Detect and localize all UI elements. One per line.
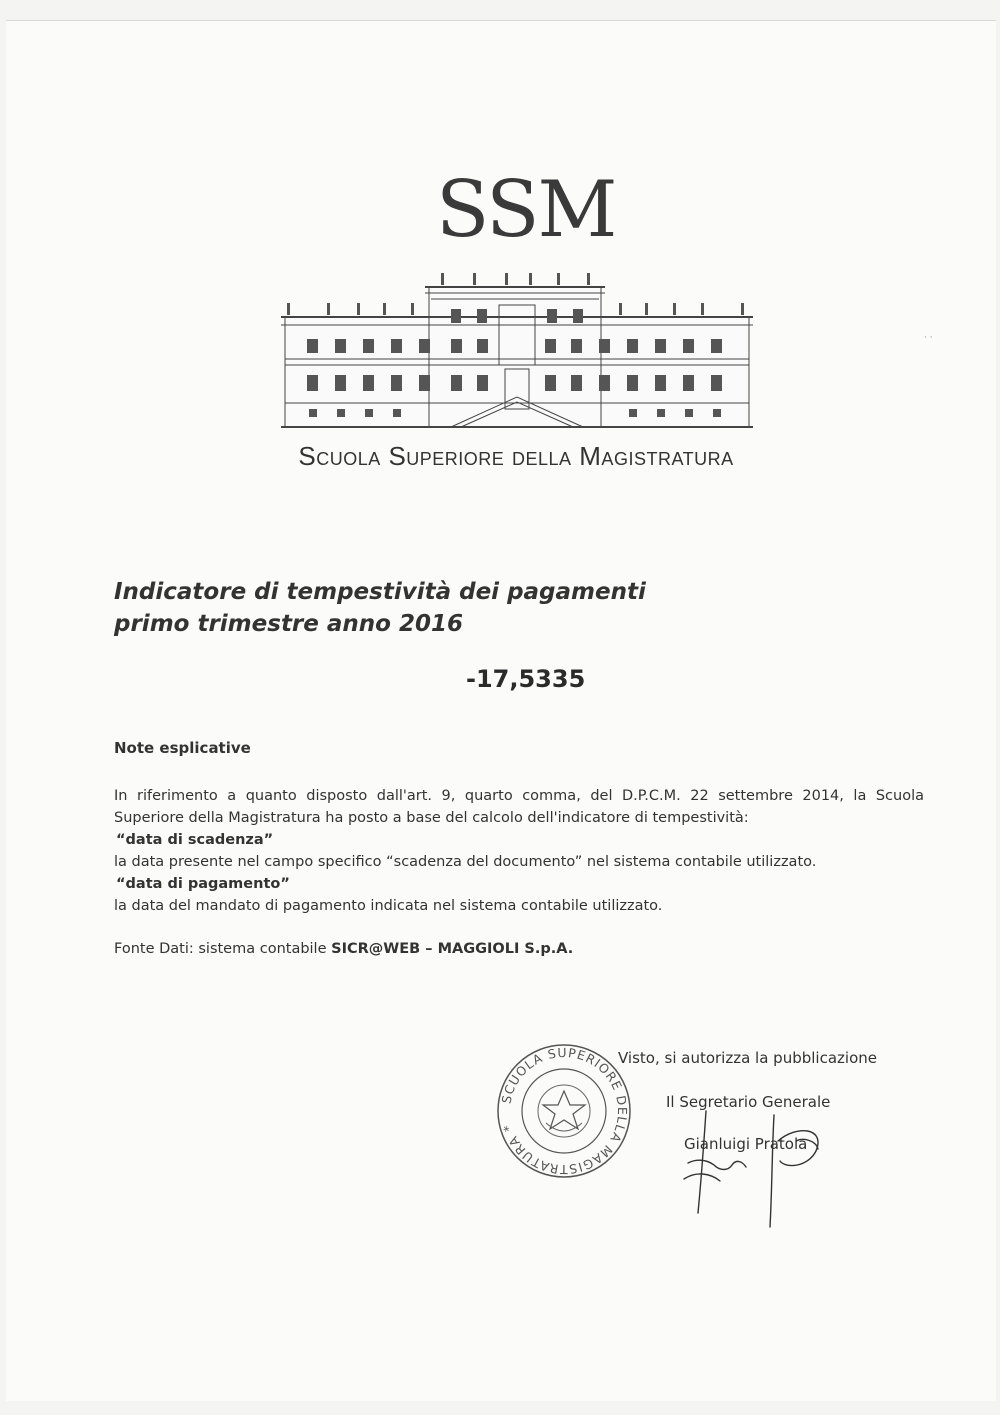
definition-data-pagamento: la data del mandato di pagamento indicata nel sistema contabile utilizzato.	[114, 898, 663, 914]
approval-statement: Visto, si autorizza la pubblicazione	[618, 1049, 877, 1067]
definition-data-scadenza: la data presente nel campo specifico “scadenza del documento” nel sistema contabile utilizzato.	[114, 854, 817, 870]
notes-heading: Note esplicative	[114, 739, 251, 757]
term-data-pagamento: “data di pagamento”	[116, 876, 290, 892]
official-stamp	[494, 1041, 634, 1181]
title-line-2: primo trimestre anno 2016	[114, 611, 463, 637]
svg-text:SCUOLA SUPERIORE DELLA MAGISTR: SCUOLA SUPERIORE DELLA MAGISTRATURA *	[498, 1044, 631, 1178]
document-title	[114, 576, 646, 640]
title-line-1: Indicatore di tempestività dei pagamenti	[114, 579, 646, 605]
institution-name: Scuola Superiore della Magistratura	[298, 441, 734, 471]
source-label: Fonte Dati: sistema contabile	[114, 941, 332, 957]
handwritten-signature	[676, 1101, 846, 1231]
notes-intro: In riferimento a quanto disposto dall'art. 9, quarto comma, del D.P.C.M. 22 settembre 2014, la Scuola Superiore della Magistratura ha posto a base del calcolo dell'indicatore di tempestività:	[114, 788, 924, 826]
building-illustration	[281, 269, 753, 429]
logo-ssm: SSM	[436, 165, 616, 255]
signatory-name: Gianluigi Pratola	[684, 1135, 808, 1153]
source-system: SICR@WEB – MAGGIOLI S.p.A.	[331, 941, 574, 957]
document-page	[6, 20, 996, 1401]
term-data-scadenza: “data di scadenza”	[116, 832, 274, 848]
indicator-value: -17,5335	[466, 665, 586, 693]
notes-body	[114, 785, 924, 917]
scan-speck: · ·	[924, 333, 933, 343]
data-source	[114, 941, 573, 957]
signatory-role: Il Segretario Generale	[666, 1093, 831, 1111]
